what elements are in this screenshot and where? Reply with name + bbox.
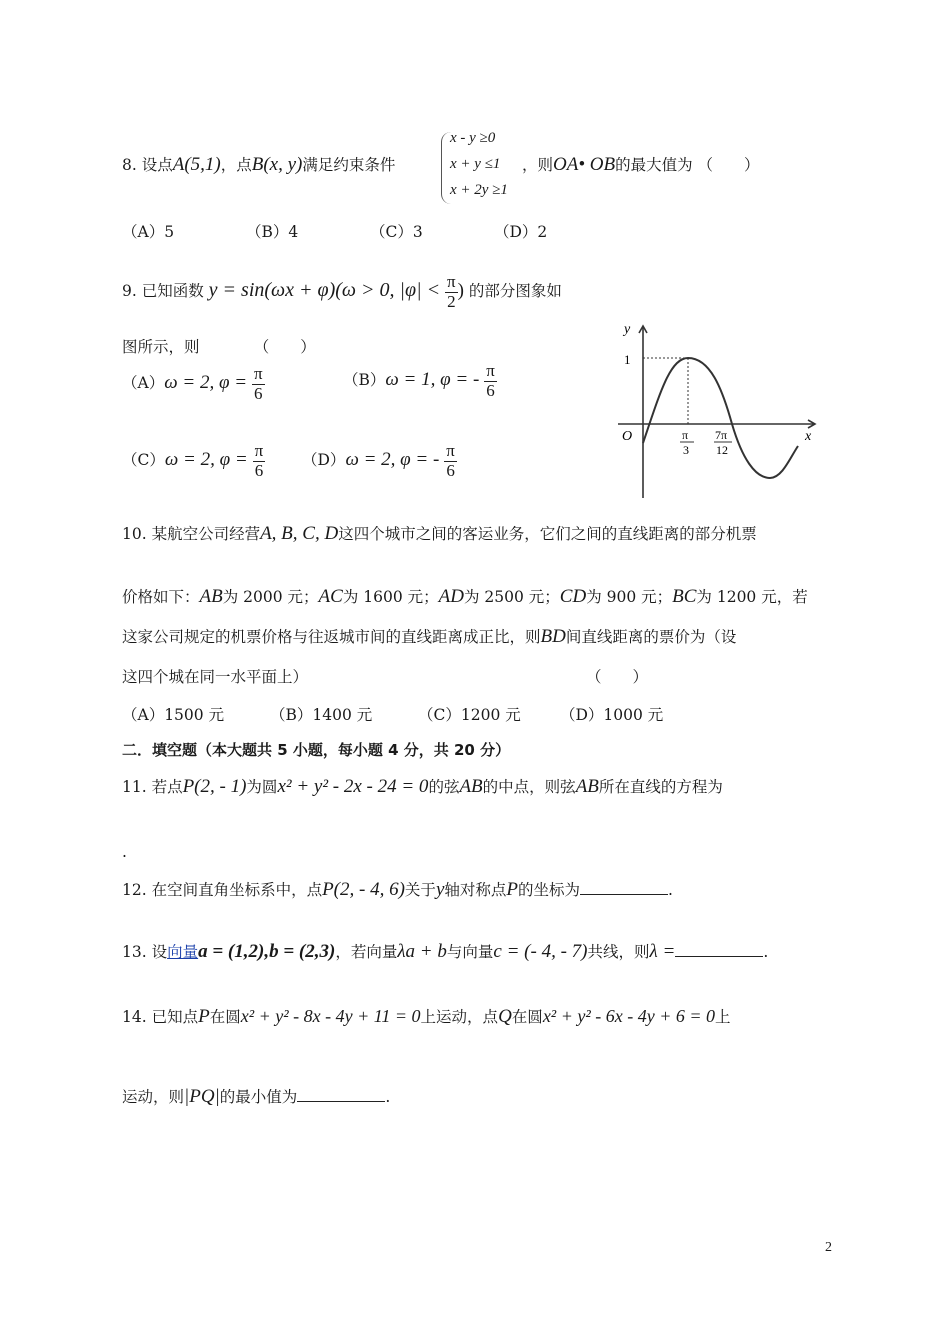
graph-tick-pi3-num: π: [682, 428, 689, 442]
vector-link[interactable]: 向量: [167, 943, 199, 961]
q9-option-d: （D）ω = 2, φ = - $\frac{\pi}{6}$: [302, 441, 455, 480]
q10-stem-line4: 这四个城在同一水平面上） （ ）: [122, 668, 649, 686]
q14-answer-blank[interactable]: [297, 1087, 385, 1102]
graph-x-label: x: [805, 429, 812, 444]
q8-constraint-system: x - y ≥0 x + y ≤1 x + 2y ≥1: [441, 132, 552, 204]
q14-stem: 14. 已知点P在圆x² + y² - 8x - 4y + 11 = 0上运动，点Q在圆x² + y² - 6x - 4y + 6 = 0上: [122, 1006, 731, 1027]
graph-tick-pi3-den: 3: [683, 443, 689, 457]
q12-stem: 12. 在空间直角坐标系中，点P(2, - 4, 6)关于y轴对称点P的坐标为 .: [122, 879, 673, 900]
sine-curve: [643, 358, 798, 478]
q13-stem: 13. 设向量a = (1,2),b = (2,3)，若向量λa + b与向量c = (- 4, - 7)共线，则λ = .: [122, 941, 769, 962]
graph-tick-7pi12-num: 7π: [715, 428, 728, 442]
page-number: 2: [825, 1240, 832, 1255]
graph-origin: O: [622, 429, 633, 444]
q9-option-b: （B）ω = 1, φ = - $\frac{\pi}{6}$: [343, 361, 495, 400]
q8-question: ，则OA• OB的最大值为 （ ）: [522, 154, 760, 175]
q8-stem: 8. 设点A(5,1)，点B(x, y)满足约束条件: [122, 154, 396, 175]
q10-stem-line3: 这家公司规定的机票价格与往返城市间的直线距离成正比，则BD间直线距离的票价为（设: [122, 626, 737, 647]
q9-stem-line2: 图所示，则 （ ）: [122, 338, 316, 356]
graph-tick-7pi12-den: 12: [716, 443, 728, 457]
q9-stem: 9. 已知函数 y = sin(ωx + φ)(ω > 0, |φ| < $\frac{\pi}{2}$ ) 的部分图象如: [122, 272, 562, 311]
q9-option-c: （C）ω = 2, φ = $\frac{\pi}{6}$: [122, 441, 264, 480]
q11-end: .: [122, 843, 127, 861]
graph-tick-one: 1: [624, 352, 631, 367]
q14-stem-line2: 运动，则|PQ|的最小值为 .: [122, 1086, 391, 1107]
q8-options: （A）5 （B）4 （C）3 （D）2: [122, 223, 548, 241]
q10-options: （A）1500 元 （B）1400 元 （C）1200 元 （D）1000 元: [122, 706, 664, 724]
section-2-heading: 二．填空题（本大题共 5 小题，每小题 4 分，共 20 分）: [122, 741, 511, 759]
q11-stem: 11. 若点P(2, - 1)为圆x² + y² - 2x - 24 = 0的弦AB的中点，则弦AB所在直线的方程为: [122, 776, 723, 797]
graph-y-label: y: [624, 322, 631, 337]
q9-sine-graph: [610, 318, 830, 503]
q12-answer-blank[interactable]: [580, 880, 668, 895]
q13-answer-blank[interactable]: [675, 942, 763, 957]
q10-stem-line1: 10. 某航空公司经营A, B, C, D这四个城市之间的客运业务，它们之间的直线距离的部分机票: [122, 523, 757, 544]
q10-stem-line2: 价格如下：AB为 2000 元；AC为 1600 元；AD为 2500 元；CD为 900 元；BC为 1200 元，若: [122, 586, 808, 607]
q9-option-a: （A）ω = 2, φ = $\frac{\pi}{6}$: [122, 364, 263, 403]
